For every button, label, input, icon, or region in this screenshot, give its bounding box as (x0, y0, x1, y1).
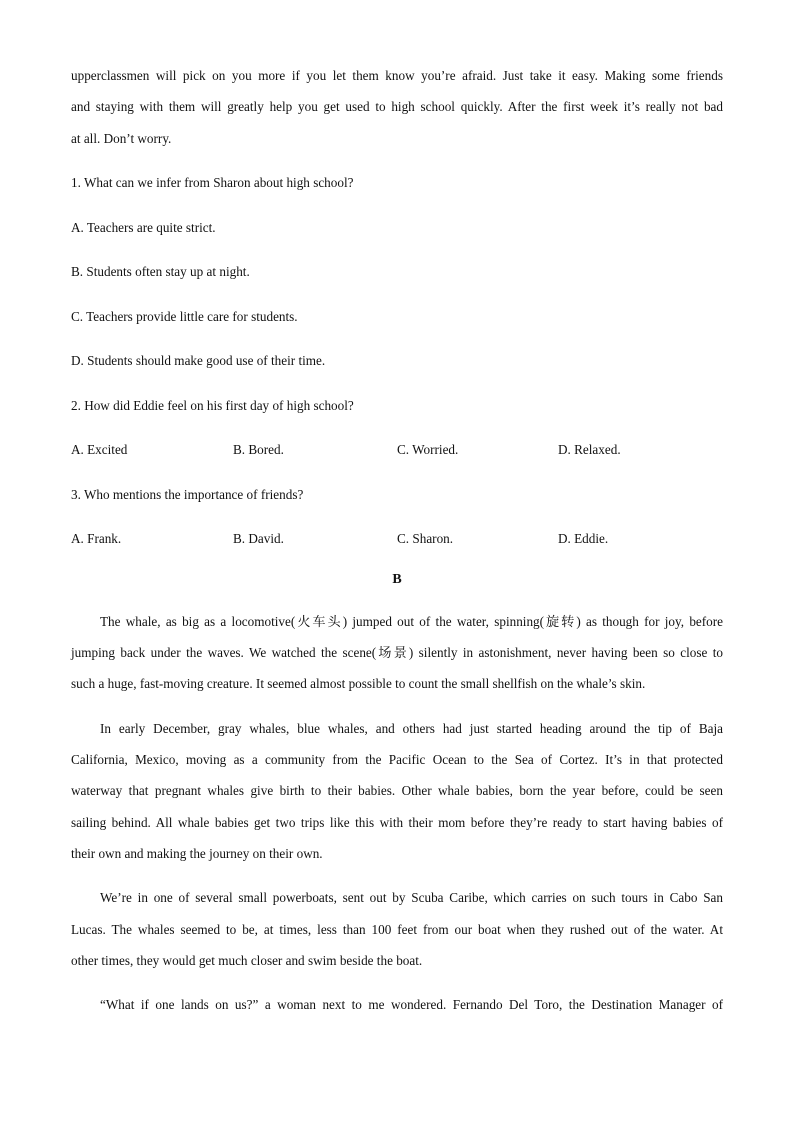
question-1-option-b: B. Students often stay up at night. (71, 264, 250, 279)
para-2-line-1: In early December, gray whales, blue whales, and others had just started heading around the tip of Baja (100, 721, 723, 736)
para-1-line-3: such a huge, fast-moving creature. It seemed almost possible to count the small shellfish on the whale’s skin. (71, 676, 646, 691)
question-1-option-d: D. Students should make good use of their time. (71, 353, 326, 368)
question-1-option-a: A. Teachers are quite strict. (71, 220, 216, 235)
question-3-option-a: A. Frank. (71, 531, 122, 546)
para-3-line-3: other times, they would get much closer and swim beside the boat. (71, 953, 423, 968)
passage-a-line-2: and staying with them will greatly help you get used to high school quickly. After the first week it’s really not bad (71, 99, 723, 114)
para-2-line-4: sailing behind. All whale babies get two trips like this with their mom before they’re ready to start having babies of (71, 815, 723, 830)
question-3-stem: 3. Who mentions the importance of friends? (71, 487, 304, 502)
question-2-option-b: B. Bored. (233, 442, 284, 457)
passage-a-line-1: upperclassmen will pick on you more if you let them know you’re afraid. Just take it easy. Making some friends (71, 68, 723, 83)
para-2-line-2: California, Mexico, moving as a community from the Pacific Ocean to the Sea of Cortez. It’s in that protected (71, 752, 723, 767)
para-2-line-5: their own and making the journey on their own. (71, 846, 323, 861)
question-2-option-a: A. Excited (71, 442, 128, 457)
para-1-line-2: jumping back under the waves. We watched the scene(场景) silently in astonishment, never having been so close to (71, 645, 723, 660)
para-3-line-1: We’re in one of several small powerboats, sent out by Scuba Caribe, which carries on such tours in Cabo San (100, 890, 723, 905)
question-2-option-d: D. Relaxed. (558, 442, 621, 457)
para-3-line-2: Lucas. The whales seemed to be, at times, less than 100 feet from our boat when they rushed out of the water. At (71, 922, 723, 937)
question-2-option-c: C. Worried. (397, 442, 459, 457)
question-3-option-d: D. Eddie. (558, 531, 609, 546)
para-1-line-1: The whale, as big as a locomotive(火车头) jumped out of the water, spinning(旋转) as though for joy, before (100, 614, 723, 629)
para-2-line-3: waterway that pregnant whales give birth to their babies. Other whale babies, born the year before, could be seen (71, 783, 723, 798)
para-4-line-1: “What if one lands on us?” a woman next to me wondered. Fernando Del Toro, the Destination Manager of (100, 997, 723, 1012)
question-1-stem: 1. What can we infer from Sharon about high school? (71, 175, 354, 190)
passage-a-line-3: at all. Don’t worry. (71, 131, 172, 146)
question-3-option-c: C. Sharon. (397, 531, 454, 546)
question-3-option-b: B. David. (233, 531, 284, 546)
question-1-option-c: C. Teachers provide little care for students. (71, 309, 298, 324)
section-b-heading: B (392, 572, 402, 587)
question-2-stem: 2. How did Eddie feel on his first day of high school? (71, 398, 354, 413)
